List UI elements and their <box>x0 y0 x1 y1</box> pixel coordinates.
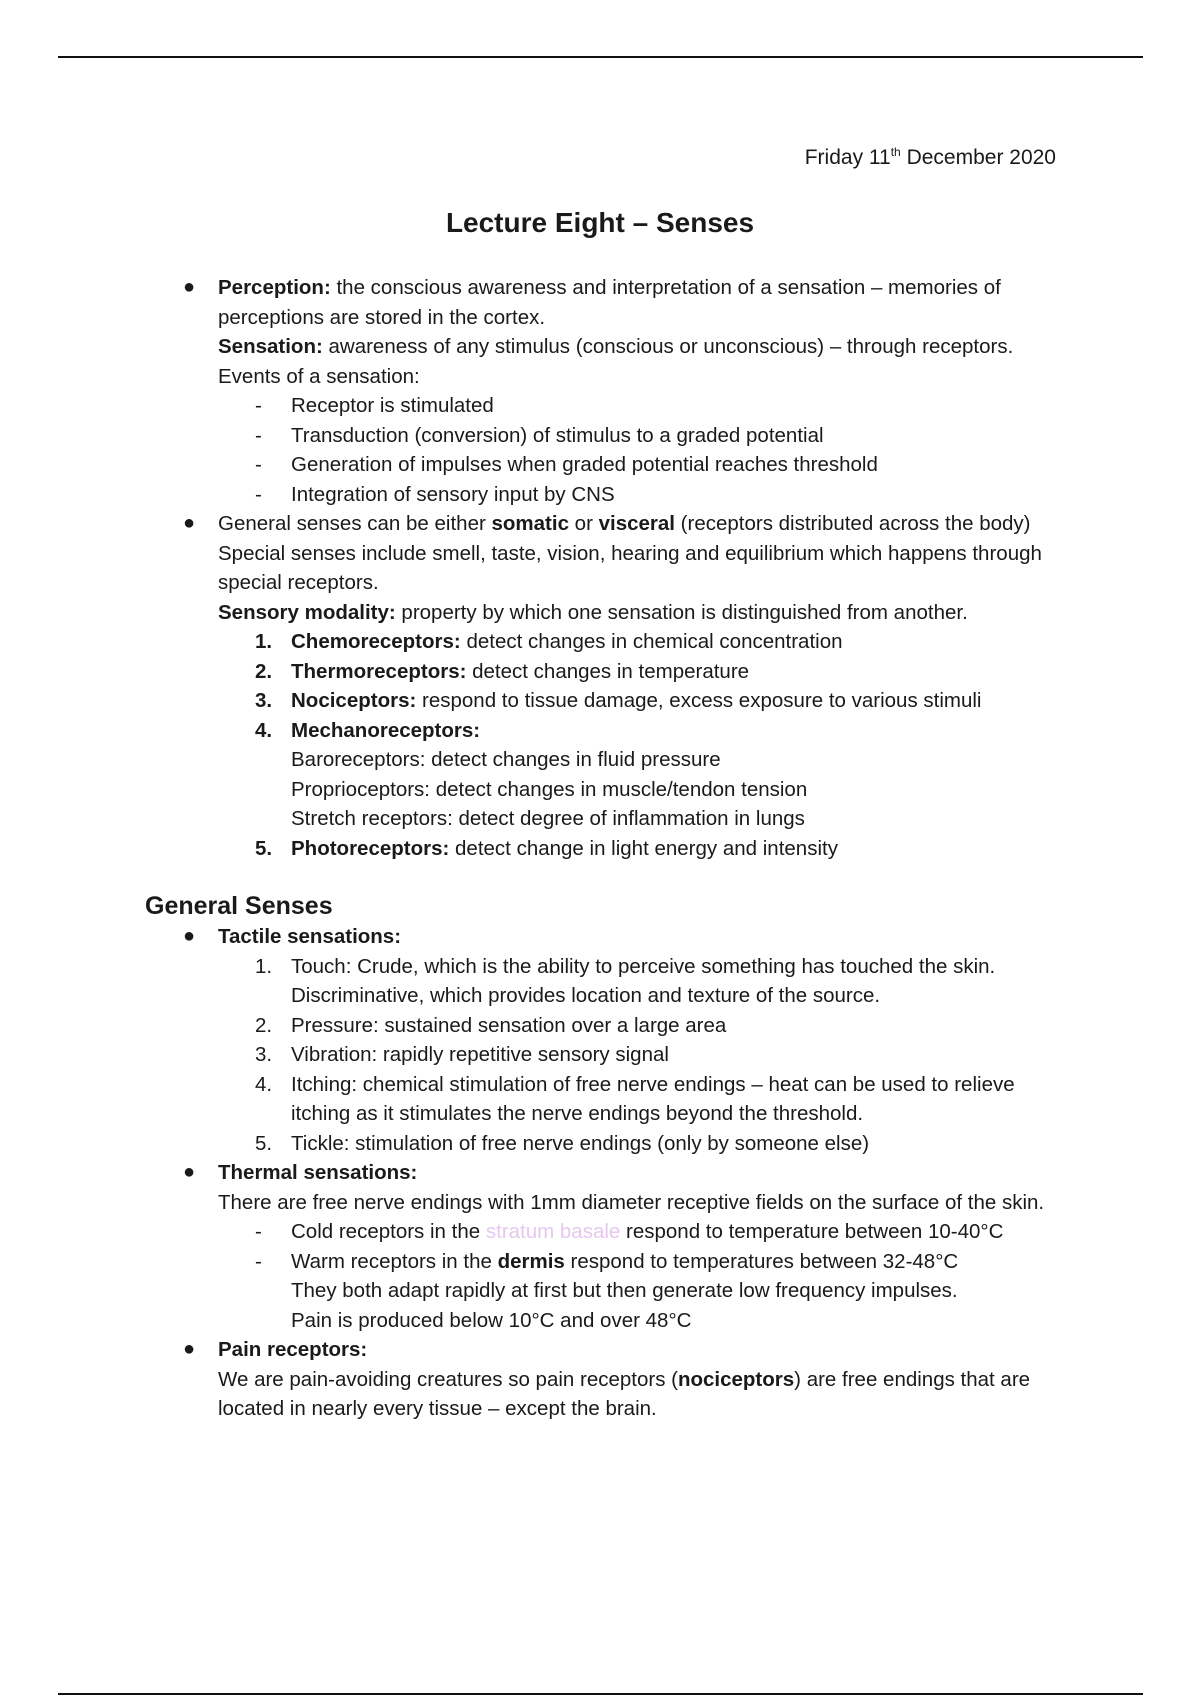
list-item: 4. Itching: chemical stimulation of free nerve endings – heat can be used to relieve itching as it stimulates the nerve endings beyond the threshold. <box>255 1072 1015 1125</box>
list-item-detail: They both adapt rapidly at first but then generate low frequency impulses. <box>291 1279 958 1302</box>
events-intro: Events of a sensation: <box>218 364 420 388</box>
list-item: 3. Vibration: rapidly repetitive sensory signal <box>255 1043 669 1066</box>
bullet-icon: ● <box>183 276 196 298</box>
list-item: 3. Nociceptors: respond to tissue damage, excess exposure to various stimuli <box>255 689 982 712</box>
top-rule <box>58 56 1143 58</box>
list-item: 5. Photoreceptors: detect change in light energy and intensity <box>255 836 838 860</box>
thermal-intro: There are free nerve endings with 1mm diameter receptive fields on the surface of the skin. <box>218 1190 1045 1214</box>
list-item: 2. Thermoreceptors: detect changes in temperature <box>255 659 750 683</box>
bullet-icon: ● <box>183 512 196 534</box>
list-item: 1. Chemoreceptors: detect changes in chemical concentration <box>255 630 843 653</box>
page-title: Lecture Eight – Senses <box>445 207 755 238</box>
bottom-rule <box>58 1693 1143 1695</box>
list-item: 5. Tickle: stimulation of free nerve endings (only by someone else) <box>255 1131 870 1155</box>
sensation-definition: Sensation: awareness of any stimulus (conscious or unconscious) – through receptors. <box>218 335 1014 358</box>
list-item: - Generation of impulses when graded potential reaches threshold <box>255 453 878 476</box>
list-item: 4. Mechanoreceptors: <box>255 718 481 742</box>
list-item: - Transduction (conversion) of stimulus to a graded potential <box>255 423 824 447</box>
list-item: - Warm receptors in the dermis respond to temperatures between 32-48°C <box>255 1249 959 1273</box>
bullet-perception: ● Perception: the conscious awareness and interpretation of a sensation – memories of perceptions are stored in the cortex. <box>0 273 1200 332</box>
bullet-icon: ● <box>183 1338 196 1360</box>
list-item-detail: Stretch receptors: detect degree of inflammation in lungs <box>291 807 805 830</box>
list-item-detail: Proprioceptors: detect changes in muscle/tendon tension <box>291 777 808 801</box>
document-body <box>0 273 1200 1424</box>
bullet-tactile: ● Tactile sensations: <box>0 922 1200 952</box>
list-item: - Cold receptors in the stratum basale respond to temperature between 10-40°C <box>255 1220 1004 1243</box>
list-item-detail: Baroreceptors: detect changes in fluid pressure <box>291 748 721 771</box>
sensory-modality: Sensory modality: property by which one sensation is distinguished from another. <box>218 600 968 624</box>
section-heading: General Senses <box>145 892 333 920</box>
list-item-detail: Pain is produced below 10°C and over 48°C <box>291 1308 692 1332</box>
date: Friday 11th December 2020 <box>804 145 1056 169</box>
bullet-general-senses: ● General senses can be either somatic or visceral (receptors distributed across the body) <box>0 509 1200 539</box>
bullet-pain: ● Pain receptors: <box>0 1335 1200 1365</box>
bullet-icon: ● <box>183 925 196 947</box>
highlighted-term: stratum basale <box>485 1220 621 1243</box>
list-item: - Integration of sensory input by CNS <box>255 482 615 506</box>
list-item: 1. Touch: Crude, which is the ability to perceive something has touched the skin. Discriminative, which provides location and texture of the source. <box>255 954 996 1007</box>
bullet-thermal: ● Thermal sensations: <box>0 1158 1200 1188</box>
special-senses: Special senses include smell, taste, vision, hearing and equilibrium which happens through special receptors. <box>218 541 1042 594</box>
list-item: - Receptor is stimulated <box>255 394 494 417</box>
list-item: 2. Pressure: sustained sensation over a large area <box>255 1013 727 1037</box>
pain-description: We are pain-avoiding creatures so pain receptors (nociceptors) are free endings that are located in nearly every tissue – except the brain. <box>218 1367 1031 1420</box>
bullet-icon: ● <box>183 1161 196 1183</box>
